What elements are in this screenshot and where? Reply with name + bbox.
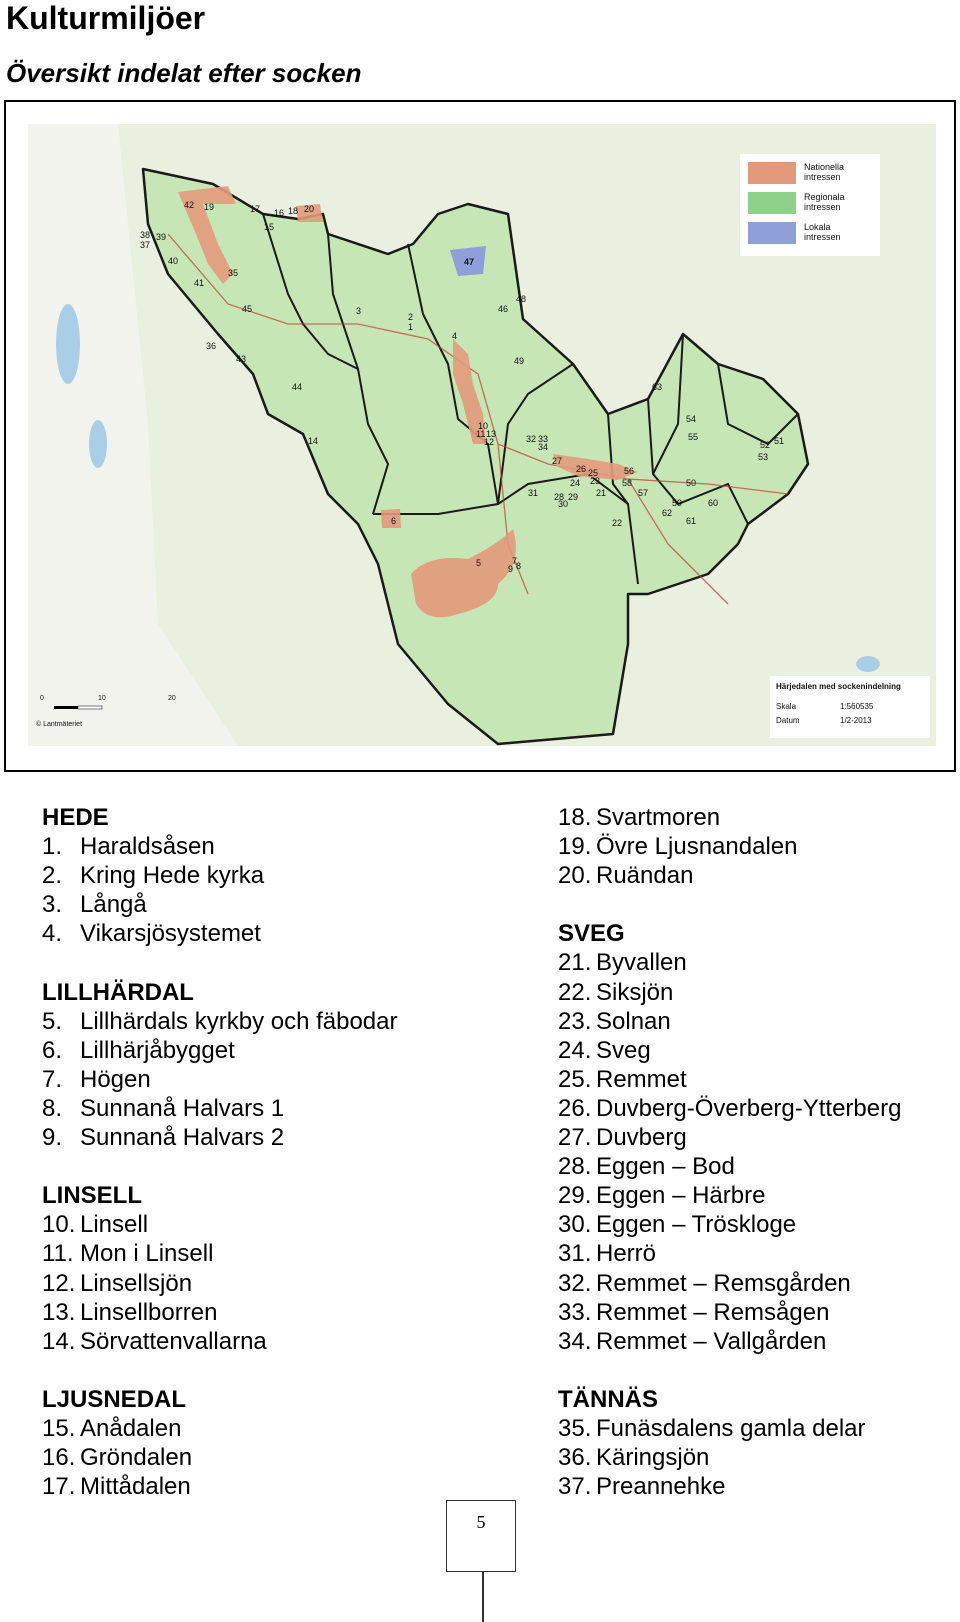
site-number: 49: [514, 356, 525, 366]
site-list-number: 25.: [558, 1065, 592, 1093]
site-list-number: 32.: [558, 1269, 592, 1297]
site-number: 46: [498, 304, 509, 314]
site-list-item: [42, 861, 482, 890]
site-list-label: Sunnanå Halvars 2: [80, 1124, 285, 1152]
site-number: 1: [408, 322, 414, 332]
map-legend: [740, 154, 880, 256]
site-number: 47: [464, 257, 475, 267]
site-list-label: Byvallen: [596, 949, 687, 977]
site-list-number: 17.: [42, 1473, 76, 1501]
site-list-number: 10.: [42, 1211, 76, 1239]
site-number: 6: [391, 516, 397, 526]
site-number: 38: [140, 230, 151, 240]
site-list-number: 33.: [558, 1298, 592, 1326]
site-number: 27: [552, 456, 563, 466]
site-list-label: Eggen – Tröskloge: [596, 1211, 797, 1239]
site-number: 16: [274, 208, 285, 218]
site-list-number: 12.: [42, 1269, 76, 1297]
site-list-item: [42, 1298, 482, 1327]
map-info-box: [770, 676, 930, 738]
site-number: 20: [304, 204, 315, 214]
site-number: 52: [760, 440, 771, 450]
site-list-item: [558, 1123, 958, 1152]
site-number: 40: [168, 256, 179, 266]
site-number: 36: [206, 341, 217, 351]
site-number: 9: [508, 564, 514, 574]
date-label: Datum: [776, 716, 800, 725]
site-number: 56: [624, 466, 635, 476]
site-list-number: 37.: [558, 1473, 592, 1501]
site-list-item: [42, 1123, 482, 1152]
legend-swatch-regional: [748, 192, 796, 214]
site-list-item: [42, 1269, 482, 1298]
site-number: 13: [486, 429, 497, 439]
parish-heading: TÄNNÄS: [558, 1385, 658, 1413]
parish-heading: SVEG: [558, 920, 625, 948]
site-list-item: [558, 1298, 958, 1327]
site-number: 35: [228, 268, 239, 278]
site-list-number: 9.: [42, 1124, 63, 1152]
site-number: 23: [590, 476, 601, 486]
parish-heading: HEDE: [42, 804, 109, 831]
site-list-number: 3.: [42, 891, 63, 919]
site-list-label: Svartmoren: [596, 804, 721, 831]
legend-swatch-national: [748, 162, 796, 184]
site-number: 2: [408, 312, 414, 322]
date-value: 1/2-2013: [840, 716, 872, 725]
site-list-item: [558, 1239, 958, 1268]
site-list-number: 29.: [558, 1182, 592, 1210]
site-list-label: Vikarsjösystemet: [80, 920, 261, 948]
section-gap: [558, 890, 958, 919]
scalebar-middle: 10: [98, 695, 106, 702]
parish-map: [28, 124, 936, 746]
site-list-number: 14.: [42, 1327, 76, 1355]
site-number: 4: [452, 331, 458, 341]
site-list-item: [558, 1210, 958, 1239]
site-list-number: 7.: [42, 1065, 63, 1093]
site-list-label: Funäsdalens gamla delar: [596, 1414, 866, 1442]
site-list-label: Lillhärdals kyrkby och fäbodar: [80, 1007, 398, 1035]
page-number-box: [446, 1500, 516, 1572]
site-number: 28: [554, 492, 565, 502]
site-list-number: 6.: [42, 1036, 63, 1064]
scale-value: 1:560535: [840, 702, 874, 711]
legend-label-local-2: intressen: [804, 232, 841, 242]
site-number: 44: [292, 382, 303, 392]
site-list-label: Sunnanå Halvars 1: [80, 1094, 285, 1122]
site-number: 53: [758, 452, 769, 462]
site-list-label: Högen: [80, 1065, 151, 1093]
site-list-label: Remmet: [596, 1065, 687, 1093]
site-list-number: 2.: [42, 862, 63, 890]
site-number: 26: [576, 464, 587, 474]
site-number: 17: [250, 204, 261, 214]
site-number: 58: [622, 478, 633, 488]
site-list-label: Ruändan: [596, 862, 694, 890]
site-list-item: [558, 1007, 958, 1036]
site-list-number: 30.: [558, 1211, 592, 1239]
site-number: 31: [528, 488, 539, 498]
site-list-label: Linsellsjön: [80, 1269, 193, 1297]
site-list-item: [558, 1269, 958, 1298]
site-list-label: Eggen – Bod: [596, 1153, 735, 1181]
scalebar-right: 20: [168, 695, 176, 702]
legend-label-national: Nationella: [804, 162, 845, 172]
site-list-item: [558, 803, 958, 832]
site-list-number: 26.: [558, 1094, 592, 1122]
site-list-item: [558, 948, 958, 977]
site-list-label: Långå: [80, 891, 147, 919]
legend-label-local: Lokala: [804, 222, 831, 232]
site-list-label: Sörvattenvallarna: [80, 1327, 267, 1355]
site-list-item: [558, 1181, 958, 1210]
site-list-item: [558, 1327, 958, 1356]
site-number: 25: [588, 468, 599, 478]
lake: [89, 420, 107, 468]
site-list-item: [42, 1472, 482, 1501]
site-list-number: 4.: [42, 920, 63, 948]
site-list-label: Remmet – Vallgården: [596, 1327, 827, 1355]
site-list-label: Duvberg: [596, 1124, 687, 1152]
site-number: 37: [140, 240, 151, 250]
site-list-number: 34.: [558, 1327, 592, 1355]
site-number: 39: [156, 232, 167, 242]
site-list-item: [558, 832, 958, 861]
site-list-label: Duvberg-Överberg-Ytterberg: [596, 1094, 902, 1122]
site-number: 55: [688, 432, 699, 442]
site-number: 51: [774, 436, 785, 446]
site-number: 50: [686, 478, 697, 488]
site-list-item: [558, 1414, 958, 1443]
site-number: 3: [356, 306, 362, 316]
site-number: 30: [558, 499, 569, 509]
page-number-line: [482, 1572, 484, 1622]
page-number: 5: [476, 1512, 486, 1532]
site-list-number: 31.: [558, 1240, 592, 1268]
site-number: 10: [478, 421, 489, 431]
site-number: 54: [686, 414, 697, 424]
site-list-label: Eggen – Härbre: [596, 1182, 766, 1210]
site-number: 57: [638, 488, 649, 498]
site-list-label: Remmet – Remsågen: [596, 1298, 830, 1326]
site-number: 41: [194, 278, 205, 288]
site-list-item: [42, 890, 482, 919]
site-list-item: [42, 1210, 482, 1239]
site-number: 14: [308, 436, 319, 446]
site-list-number: 8.: [42, 1094, 63, 1122]
site-list-label: Siksjön: [596, 978, 674, 1006]
lake: [56, 304, 80, 384]
parish-heading: LJUSNEDAL: [42, 1385, 187, 1413]
site-number: 15: [264, 222, 275, 232]
site-list-label: Anådalen: [80, 1414, 182, 1442]
page-subtitle: Översikt indelat efter socken: [6, 58, 362, 88]
site-list-number: 24.: [558, 1036, 592, 1064]
site-list-item: [558, 978, 958, 1007]
site-number: 22: [612, 518, 623, 528]
site-number: 59: [672, 498, 683, 508]
site-number: 7: [512, 556, 518, 566]
site-list-number: 11.: [42, 1240, 74, 1268]
site-list-number: 23.: [558, 1007, 592, 1035]
section-gap: [42, 948, 482, 977]
site-list-item: [42, 1094, 482, 1123]
site-list-label: Mon i Linsell: [80, 1240, 214, 1268]
site-list-label: Haraldsåsen: [80, 833, 215, 861]
site-list-number: 15.: [42, 1414, 76, 1442]
site-list-number: 19.: [558, 833, 592, 861]
site-list-number: 20.: [558, 862, 592, 890]
parish-heading: LINSELL: [42, 1182, 142, 1210]
site-number: 29: [568, 492, 579, 502]
site-list-item: [42, 919, 482, 948]
page-title: Kulturmiljöer: [6, 0, 206, 36]
site-number: 33: [538, 434, 549, 444]
legend-label-regional: Regionala: [804, 192, 845, 202]
site-list-item: [558, 1472, 958, 1501]
site-list-label: Solnan: [596, 1007, 671, 1035]
site-list-number: 21.: [558, 949, 592, 977]
site-list-item: [558, 1065, 958, 1094]
site-number: 63: [652, 382, 663, 392]
lake: [856, 656, 880, 672]
site-list-number: 13.: [42, 1298, 76, 1326]
site-list-label: Övre Ljusnandalen: [596, 833, 798, 861]
site-list-number: 1.: [42, 833, 63, 861]
map-info-title: Härjedalen med sockenindelning: [776, 682, 901, 691]
site-list-number: 27.: [558, 1124, 592, 1152]
legend-label-regional-2: intressen: [804, 202, 841, 212]
site-list-item: [42, 1007, 482, 1036]
site-list-label: Linsell: [80, 1211, 149, 1239]
site-number: 32: [526, 434, 537, 444]
site-list-number: 5.: [42, 1007, 63, 1035]
site-list-label: Remmet – Remsgården: [596, 1269, 851, 1297]
site-list-item: [42, 1036, 482, 1065]
map-frame: [4, 100, 956, 772]
site-list-item: [558, 1152, 958, 1181]
site-number: 62: [662, 508, 673, 518]
site-list-label: Herrö: [596, 1240, 657, 1268]
legend-swatch-local: [748, 222, 796, 244]
site-list-item: [558, 1443, 958, 1472]
site-number: 11: [476, 429, 486, 439]
site-number: 8: [516, 561, 522, 571]
site-list-item: [558, 1036, 958, 1065]
site-number: 34: [538, 442, 549, 452]
site-list-label: Lillhärjåbygget: [80, 1036, 235, 1064]
site-list-label: Preannehke: [596, 1473, 726, 1501]
site-list-item: [42, 832, 482, 861]
site-number: 45: [242, 304, 253, 314]
legend-list-left: [42, 803, 482, 1501]
site-list-label: Sveg: [596, 1036, 651, 1064]
site-list-number: 18.: [558, 804, 592, 831]
site-number: 18: [288, 206, 299, 216]
site-list-number: 16.: [42, 1444, 76, 1472]
scale-label: Skala: [776, 702, 797, 711]
site-list-number: 35.: [558, 1414, 592, 1442]
site-list-item: [42, 1414, 482, 1443]
site-list-item: [558, 861, 958, 890]
site-list-item: [558, 1094, 958, 1123]
site-number: 43: [236, 354, 247, 364]
site-number: 60: [708, 498, 719, 508]
section-gap: [42, 1356, 482, 1385]
section-gap: [558, 1356, 958, 1385]
site-number: 5: [476, 558, 482, 568]
site-list-number: 22.: [558, 978, 592, 1006]
site-number: 21: [596, 488, 607, 498]
site-list-item: [42, 1443, 482, 1472]
site-list-label: Mittådalen: [80, 1473, 191, 1501]
site-number: 42: [184, 200, 195, 210]
site-list-label: Käringsjön: [596, 1444, 710, 1472]
site-list-number: 36.: [558, 1444, 592, 1472]
site-list-label: Kring Hede kyrka: [80, 862, 265, 890]
site-number: 12: [484, 437, 495, 447]
site-list-label: Gröndalen: [80, 1444, 193, 1472]
site-list-item: [42, 1065, 482, 1094]
map-copyright: © Lantmäteriet: [36, 721, 83, 728]
section-gap: [42, 1152, 482, 1181]
legend-list-right: [558, 803, 958, 1501]
site-number: 24: [570, 478, 581, 488]
site-list-number: 28.: [558, 1153, 592, 1181]
site-number: 19: [204, 202, 215, 212]
site-list-label: Linsellborren: [80, 1298, 218, 1326]
site-number: 48: [516, 294, 527, 304]
site-list-item: [42, 1327, 482, 1356]
scalebar-left: 0: [40, 695, 44, 702]
legend-label-national-2: intressen: [804, 172, 841, 182]
parish-heading: LILLHÄRDAL: [42, 978, 194, 1006]
site-list-item: [42, 1239, 482, 1268]
site-number: 61: [686, 516, 697, 526]
